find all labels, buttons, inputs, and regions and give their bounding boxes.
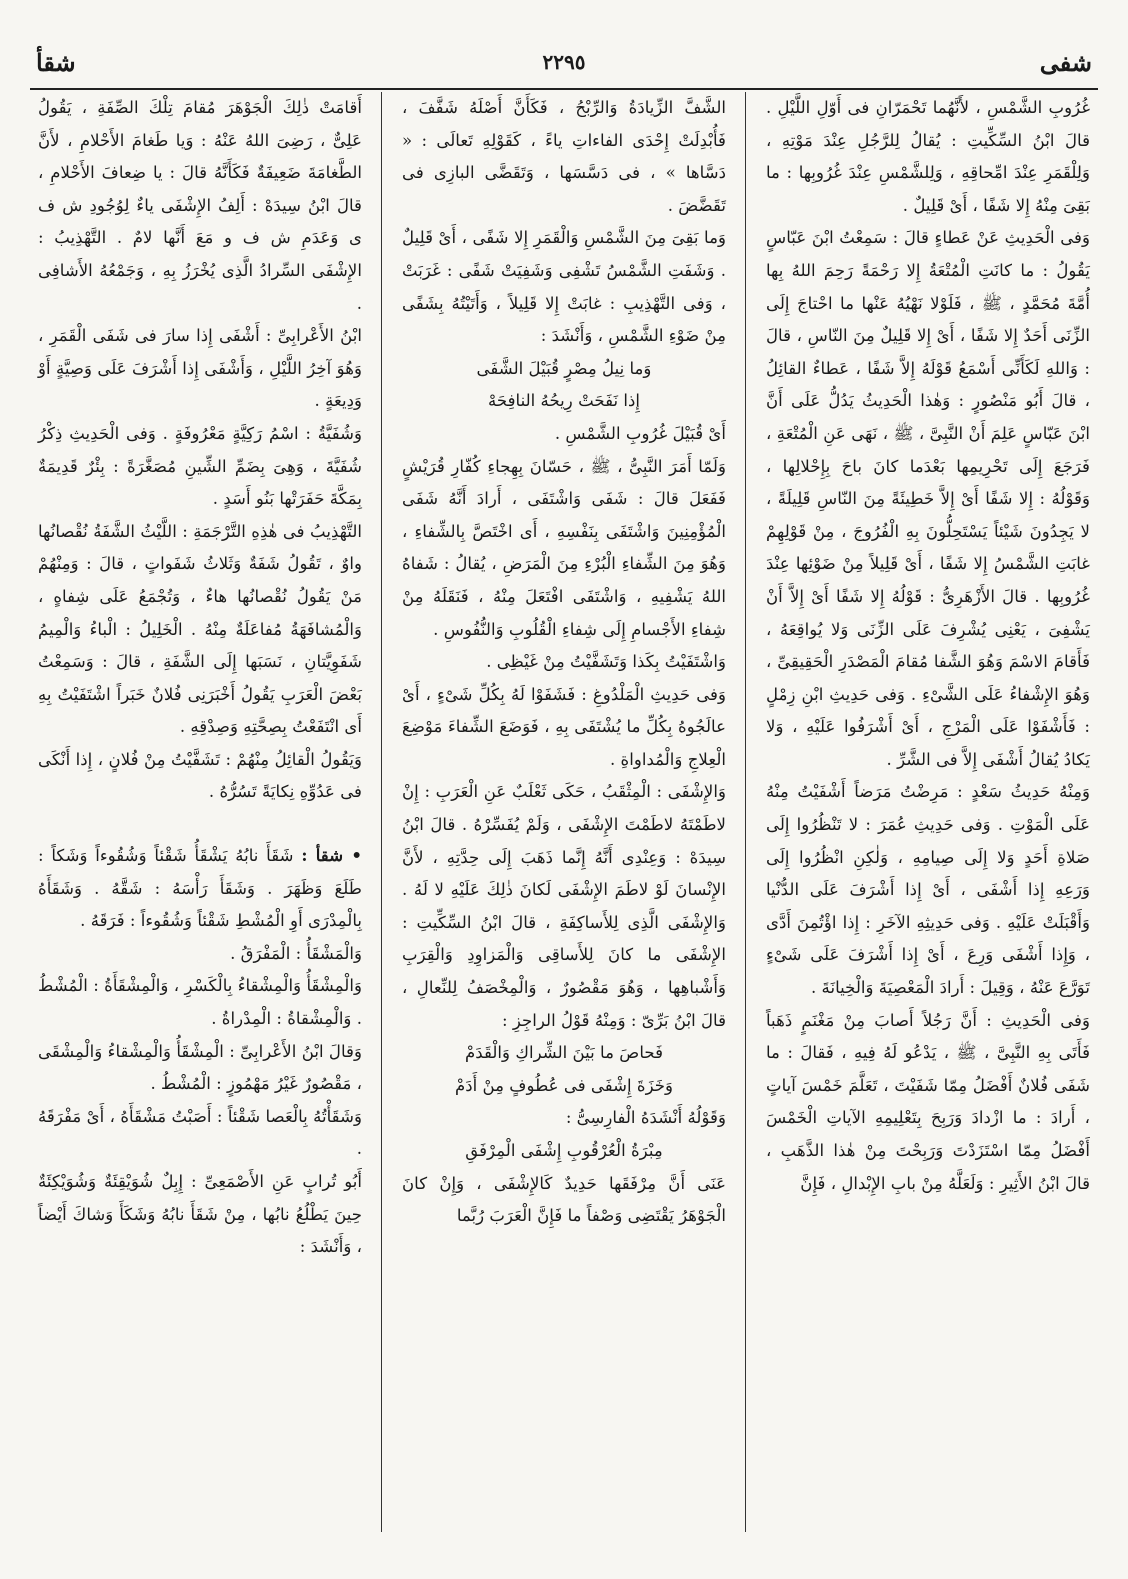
entry-headword: • شقأ : [301, 845, 362, 866]
text-columns [30, 92, 1098, 1532]
paragraph: وَلَمّا أَمَرَ النَّبِىُّ ، ﷺ ، حَسّانَ بِهِجاءِ كُفّارِ قُرَيْشٍ فَفَعَلَ قالَ : شَفَى وَاشْتَفَى ، أَرادَ أَنَّهُ شَفَى الْمُؤْمِنِينَ وَاشْتَفَى بِنَفْسِهِ ، أَى اخْتَصَّ بِالشِّفاءِ ، وَهُوَ مِنَ الشِّفاءِ الْبُرْءِ مِنَ الْمَرَضِ ، يُقالُ : شَفاهُ اللهُ يَشْفِيهِ ، وَاشْتَفَى افْتَعَلَ مِنْهُ ، فَنَقَلَهُ مِنْ شِفاءِ الأَجْسامِ إِلَى شِفاءِ الْقُلُوبِ وَالنُّفُوسِ . [402, 456, 726, 639]
verse-line: فَحاصَ ما بَيْنَ الشِّراكِ وَالْقَدَمْ [464, 1043, 664, 1063]
paragraph: أَبُو تُرابٍ عَنِ الأَصْمَعِىِّ : إِبِلٌ شُوَيْقِئَةٌ وَشُوَيْكِئَةٌ حِينَ يَطْلُعُ نابُها ، مِنْ شَقَأَ نابُهُ وَشَكَأَ وَشاكَ أَيْضاً ، وَأَنْشَدَ : [38, 1172, 362, 1257]
column-divider [370, 92, 394, 1532]
paragraph: وَشَقَأْتُهُ بِالْعَصا شَقْئاً : أَصَبْتُ مَشْقَأَهُ ، أَىْ مَفْرَقَهُ . [38, 1106, 362, 1159]
paragraph: الشَّفَّ الزِّيادَةُ وَالرِّبْحُ ، فَكَأَنَّ أَصْلَهُ شَفَّفَ ، فَأُبْدِلَتْ إِحْدَى الفاءاتِ ياءً ، كَقَوْلِهِ تَعالَى : « دَسَّاها » ، فى دَسَّسَها ، وَتَقَضَّى البازِى فى تَقَضَّضَ . [402, 98, 726, 215]
header-root-word-right: شفى [1039, 48, 1092, 77]
dictionary-page [30, 44, 1098, 1544]
verse-line: وَخَزَةَ إِشْفَى فى عُطُوفٍ مِنْ أَدَمْ [454, 1075, 674, 1095]
paragraph: وَما بَقِىَ مِنَ الشَّمْسِ وَالْقَمَرِ إِلا شَفًى ، أَىْ قَلِيلٌ . وَشَفَتِ الشَّمْسُ تَشْفِى وَشَفِيَتْ شَفًى : غَرَبَتْ ، وَفى التَّهْذِيبِ : غابَتْ إِلا قَلِيلاً ، وَأَتَيْتُهُ بِشَفًى مِنْ ضَوْءِ الشَّمْسِ ، وَأَنْشَدَ : [402, 228, 726, 346]
paragraph: وَيَقُولُ الْقائِلُ مِنْهُمْ : تَشَفَّيْتُ مِنْ فُلانٍ ، إِذا أَنْكَى فى عَدُوِّهِ نِكايَةً تَسُرُّهُ . [38, 749, 362, 802]
paragraph: وَفى الْحَدِيثِ : أَنَّ رَجُلاً أَصابَ مِنْ مَغْنَمٍ ذَهَباً فَأَتَى بِهِ النَّبِىَّ ، ﷺ ، يَدْعُو لَهُ فِيهِ ، فَقالَ : ما شَفَى فُلانٌ أَفْضَلُ مِمّا شَفَيْتَ ، تَعَلَّمَ خَمْسَ آياتٍ ، أَرادَ : ما ازْدادَ وَرَبِحَ بِتَعْلِيمِهِ الآياتِ الْخَمْسَ أَفْضَلُ مِمّا اسْتَزَدْتَ وَرَبِحْتَ مِنْ هٰذا الذَّهَبِ ، قالَ ابْنُ الأَثِيرِ : وَلَعَلَّهُ مِنْ بابِ الإِبْدالِ ، فَإِنَّ [766, 1010, 1090, 1193]
paragraph: غُرُوبِ الشَّمْسِ ، لأَنَّهُما تَحْمَرّانِ فى أَوّلِ اللَّيْلِ . قالَ ابْنُ السِّكِّيتِ : يُقالُ لِلرَّجُلِ عِنْدَ مَوْتِهِ ، وَلِلْقَمَرِ عِنْدَ امِّحاقِهِ ، وَلِلشَّمْسِ عِنْدَ غُرُوبِها : ما بَقِىَ مِنْهُ إِلا شَفًا ، أَىْ قَلِيلٌ . [766, 98, 1090, 215]
paragraph: وَشُفَيَّةُ : اسْمُ رَكِيَّةٍ مَعْرُوفَةٍ . وَفى الْحَدِيثِ ذِكْرُ شُفَيَّةَ ، وَهِىَ بِضَمِّ الشِّينِ مُصَغَّرَةً : بِئْرٌ قَدِيمَةٌ بِمَكَّةَ حَفَرَتْها بَنُو أَسَدٍ . [38, 423, 362, 509]
paragraph: وَالْمَشْقَأُ : الْمَفْرَقُ . [230, 943, 362, 963]
header-rule [30, 88, 1098, 90]
paragraph: وَقالَ ابْنُ الأَعْرابِىِّ : الْمِشْقَأُ وَالْمِشْقاءُ وَالْمِشْقَى ، مَقْصُورٌ غَيْرُ مَهْمُوزٍ : الْمُشْطُ . [38, 1041, 362, 1094]
paragraph: أَقامَتْ ذٰلِكَ الْجَوْهَرَ مُقامَ تِلْكَ الصِّفَةِ ، يَقُولُ عَلِىٌّ ، رَضِىَ اللهُ عَنْهُ : وَيا طَغامَ الأَحْلامِ ، لأَنَّ الطَّغامَةَ ضَعِيفَةٌ فَكَأَنَّهُ قالَ : يا ضِعافَ الأَحْلامِ ، قالَ ابْنُ سِيدَهْ : أَلِفُ الإِشْفَى ياءٌ لِوُجُودِ ش ف ى وَعَدَمِ ش ف و مَعَ أَنَّها لامٌ . التَّهْذِيبُ : الإِشْفَى السِّرادُ الَّذِى يُخْرَزُ بِهِ ، وَجَمْعُهُ الأَشافِى . [38, 98, 362, 313]
paragraph: وَالإِشْفَى : الْمِثْقَبُ ، حَكَى ثَعْلَبٌ عَنِ الْعَرَبِ : إِنْ لاطَمْتَهُ لاطَمْتَ الإِشْفَى ، وَلَمْ يُفَسِّرْهُ . قالَ ابْنُ سِيدَهْ : وَعِنْدِى أَنَّهُ إِنَّما ذَهَبَ إِلَى حِدَّتِهِ ، لأَنَّ الإِنْسانَ لَوْ لاطَمَ الإِشْفَى لَكانَ ذٰلِكَ عَلَيْهِ لا لَهُ . وَالإِشْفَى الَّذِى لِلأَساكِفَةِ ، قالَ ابْنُ السِّكِّيتِ : الإِشْفَى ما كانَ لِلأَساقِى وَالْمَزاوِدِ وَالْقِرَبِ وَأَشْباهِها ، وَهُوَ مَقْصُورٌ ، وَالْمِخْصَفُ لِلنِّعالِ ، قالَ ابْنُ بَرِّىّ : وَمِنْهُ قَوْلُ الراجِزِ : [402, 782, 726, 1030]
paragraph: وَفى الْحَدِيثِ عَنْ عَطاءٍ قالَ : سَمِعْتُ ابْنَ عَبّاسٍ يَقُولُ : ما كانَتِ الْمُتْعَةُ إِلا رَحْمَةً رَحِمَ اللهُ بِها أُمَّةَ مُحَمَّدٍ ، ﷺ ، فَلَوْلا نَهْيُهُ عَنْها ما احْتاجَ إِلَى الزِّنَى أَحَدٌ إِلا شَفًا ، أَىْ إِلا قَلِيلٌ مِنَ النّاسِ ، قالَ : وَاللهِ لَكَأَنِّى أَسْمَعُ قَوْلَهُ إِلاَّ شَفًا ، عَطاءٌ القائِلُ ، قالَ أَبُو مَنْصُورٍ : وَهٰذا الْحَدِيثُ يَدُلُّ عَلَى أَنَّ ابْنَ عَبّاسٍ عَلِمَ أَنْ النَّبِىَّ ، ﷺ ، نَهَى عَنِ الْمُتْعَةِ ، فَرَجَعَ إِلَى تَحْرِيمِها بَعْدَما كانَ باحَ بِإِحْلالِها ، وَقَوْلُهُ : إِلا شَفًا أَىْ إِلاَّ خَطِيئَةً مِنَ النّاسِ قَلِيلَةً ، لا يَجِدُونَ شَيْئاً يَسْتَحِلُّونَ بِهِ الْفُرُوجَ ، مِنْ قَوْلِهِمْ غابَتِ الشَّمْسُ إِلا شَفًا ، أَىْ قَلِيلاً مِنْ ضَوْئِها عِنْدَ غُرُوبِها . قالَ الأَزْهَرِىُّ : قَوْلُهُ إِلا شَفًا أَىْ إِلاَّ أَنْ يَشْفِىَ ، يَعْنِى يُشْرِفَ عَلَى الزِّنَى وَلا يُواقِعَهُ ، فَأَقامَ الاسْمَ وَهُوَ الشَّفا مُقامَ الْمَصْدَرِ الْحَقِيقِىِّ ، وَهُوَ الإِشْفاءُ عَلَى الشَّىْءِ . وَفى حَدِيثِ ابْنِ زِمْلٍ : فَأَشْفَوْا عَلَى الْمَرْجِ ، أَىْ أَشْرَفُوا عَلَيْهِ ، وَلا يَكادُ يُقالُ أَشْفَى إِلاَّ فى الشَّرِّ . [766, 228, 1090, 769]
page-header [30, 44, 1098, 84]
column-left [30, 92, 370, 1532]
paragraph: وَمِنْهُ حَدِيثُ سَعْدٍ : مَرِضْتُ مَرَضاً أَشْفَيْتُ مِنْهُ عَلَى الْمَوْتِ . وَفى حَدِيثِ عُمَرَ : لا تَنْظُرُوا إِلَى صَلاةِ أَحَدٍ وَلا إِلَى صِيامِهِ ، وَلٰكِنِ انْظُرُوا إِلَى وَرَعِهِ إِذا أَشْفَى ، أَىْ إِذا أَشْرَفَ عَلَى الدُّنْيا وَأَقْبَلَتْ عَلَيْهِ . وَفى حَدِيثِهِ الآخَرِ : إِذا اؤْتُمِنَ أَدَّى ، وَإِذا أَشْفَى وَرِعَ ، أَىْ إِذا أَشْرَفَ عَلَى شَىْءٍ تَوَرَّعَ عَنْهُ ، وَقِيلَ : أَرادَ الْمَعْصِيَةَ وَالْخِيانَةَ . [766, 782, 1090, 998]
column-middle [394, 92, 734, 1532]
paragraph: وَالْمِشْقَأُ وَالْمِشْقاءُ بِالْكَسْرِ ، وَالْمِشْقَأَةُ : الْمُشْطُ . وَالْمِشْقاةُ : الْمِدْراةُ . [38, 976, 362, 1029]
verse-line: إِذا نَفَحَتْ رِيحُهُ النافِحَهْ [488, 391, 640, 411]
paragraph: شَقَأَ نابُهُ يَشْقَأُ شَقْئاً وَشُقُوءاً وَشَكاً : طَلَعَ وَظَهَرَ . وَشَقَأَ رَأْسَهُ : شَقَّهُ . وَشَقَأَهُ بِالْمِدْرَى أَوِ الْمُشْطِ شَقْئاً وَشُقُوءاً : فَرَقَهُ . [38, 846, 362, 931]
paragraph: وَقَوْلُهُ أَنْشَدَهُ الْفارِسِىُّ : [565, 1108, 726, 1128]
verse-line: مِبْرَةُ الْعُرْقُوبِ إِشْفَى الْمِرْفَقِ [465, 1141, 663, 1160]
entry-gap [38, 809, 362, 839]
paragraph: التَّهْذِيبُ فى هٰذِهِ التَّرْجَمَةِ : اللَّيْثُ الشَّفَةُ نُقْصانُها واوٌ ، تَقُولُ شَفَةٌ وَثَلاثُ شَفَواتٍ ، قالَ : وَمِنْهُمْ مَنْ يَقُولُ نُقْصانُها هاءٌ ، وَتُجْمَعُ عَلَى شِفاهٍ ، وَالْمُشافَهَةُ مُفاعَلَةٌ مِنْهُ . الْخَلِيلُ : الْباءُ وَالْمِيمُ شَفَوِيَّتانِ ، نَسَبَها إِلَى الشَّفَةِ ، قالَ : وَسَمِعْتُ بَعْضَ الْعَرَبِ يَقُولُ أَخْبَرَنِى فُلانٌ خَبَراً اشْتَفَيْتُ بِهِ أَى انْتَفَعْتُ بِصِحَّتِهِ وَصِدْقِهِ . [38, 521, 362, 737]
header-root-word-left: شقأ [36, 48, 76, 77]
paragraph: وَفى حَدِيثِ الْمَلْدُوغِ : فَشَفَوْا لَهُ بِكُلِّ شَىْءٍ ، أَىْ عالَجُوهُ بِكُلِّ ما يُشْتَفَى بِهِ ، فَوَضَعَ الشِّفاءَ مَوْضِعَ الْعِلاجِ وَالْمُداواةِ . [402, 684, 726, 769]
page-number: ٢٢٩٥ [542, 50, 586, 74]
paragraph: ابْنُ الأَعْرابِىِّ : أَشْفَى إِذا سارَ فى شَفَى الْقَمَرِ ، وَهُوَ آخِرُ اللَّيْلِ ، وَأَشْفَى إِذا أَشْرَفَ عَلَى وَصِيَّةٍ أَوْ وَدِيعَةٍ . [38, 326, 362, 411]
entry-paragraph [38, 839, 362, 938]
paragraph: وَاشْتَفَيْتُ بِكَذا وَتَشَفَّيْتُ مِنْ غَيْظِى . [486, 652, 726, 672]
paragraph: أَىْ قُبَيْلَ غُرُوبِ الشَّمْسِ . [554, 423, 726, 443]
column-divider [734, 92, 758, 1532]
paragraph: عَنَى أَنَّ مِرْفَقَها حَدِيدٌ كَالإِشْفَى ، وَإِنْ كانَ الْجَوْهَرُ يَقْتَضِى وَصْفاً ما فَإِنَّ الْعَرَبَ رُبَّما [402, 1173, 726, 1226]
column-right [758, 92, 1098, 1532]
verse-line: وَما نِيلُ مِصْرٍ قُبَيْلَ الشَّفَى [476, 358, 652, 378]
